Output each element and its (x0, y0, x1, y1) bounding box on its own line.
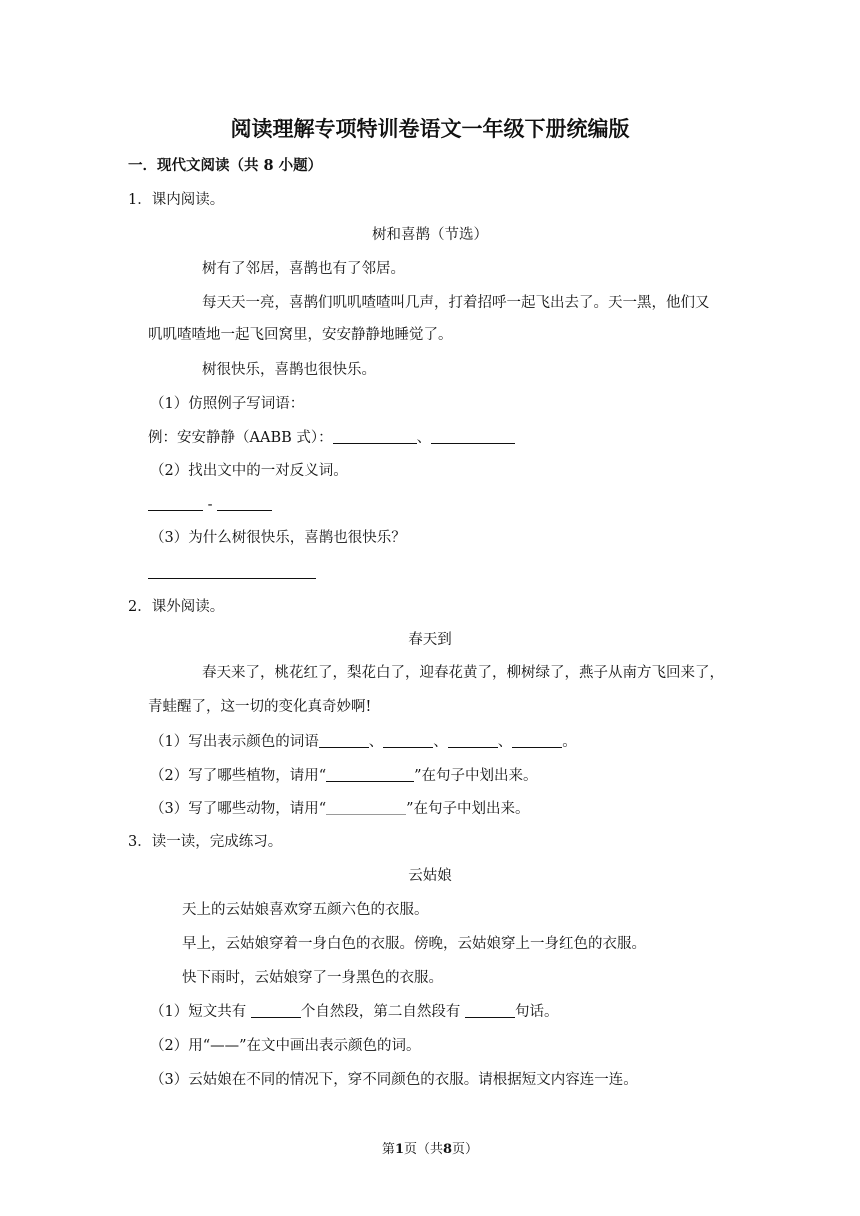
q2-s3-text-end: ”在句子中划出来。 (406, 801, 530, 817)
document-title: 阅读理解专项特训卷语文一年级下册统编版 (230, 116, 630, 141)
answer-blank[interactable] (333, 428, 417, 444)
q3-subquestion-2: （2）用“——”在文中画出表示颜色的词。 (150, 1038, 421, 1054)
answer-blank[interactable] (251, 1002, 301, 1018)
q2-s3-text-start: （3）写了哪些动物，请用“ (150, 801, 327, 817)
q1-subquestion-1: （1）仿照例子写词语： (150, 396, 305, 412)
dash-separator: - (207, 497, 213, 513)
q1-paragraph-2-line-1: 每天天一亮，喜鹊们叽叽喳喳叫几声，打着招呼一起飞出去了。天一黑，他们又 (202, 295, 710, 311)
answer-blank[interactable] (217, 495, 272, 511)
question-3-label: 3．读一读，完成练习。 (128, 834, 283, 850)
q3-s1-text-2: 个自然段，第二自然段有 (300, 1004, 465, 1020)
q2-paragraph-line-1: 春天来了，桃花红了，梨花白了，迎春花黄了，柳树绿了，燕子从南方飞回来了， (202, 665, 724, 681)
answer-blank[interactable] (383, 732, 433, 748)
question-2-label: 2．课外阅读。 (128, 599, 225, 615)
q2-paragraph-line-2: 青蛙醒了，这一切的变化真奇妙啊! (148, 699, 372, 715)
q2-subquestion-2 (150, 766, 538, 786)
q3-paragraph-2: 早上，云姑娘穿着一身白色的衣服。傍晚，云姑娘穿上一身红色的衣服。 (182, 936, 646, 952)
answer-blank[interactable] (319, 732, 369, 748)
footer-suffix: 页） (452, 1142, 479, 1157)
q1-antonym-answer-line (148, 495, 272, 515)
period: 。 (562, 734, 577, 750)
q2-passage-title: 春天到 (408, 632, 452, 648)
example-text: 例：安安静静（AABB 式）： (148, 430, 333, 446)
q1-passage-title: 树和喜鹊（节选） (372, 227, 488, 243)
q1-paragraph-3: 树很快乐，喜鹊也很快乐。 (202, 362, 376, 378)
q3-subquestion-1 (150, 1002, 558, 1022)
q3-paragraph-3: 快下雨时，云姑娘穿了一身黑色的衣服。 (182, 970, 443, 986)
answer-blank[interactable] (148, 495, 203, 511)
separator: 、 (433, 734, 448, 750)
footer-prefix: 第 (381, 1142, 395, 1157)
q2-subquestion-1 (150, 732, 577, 752)
q3-paragraph-1: 天上的云姑娘喜欢穿五颜六色的衣服。 (182, 902, 429, 918)
q3-s1-text-3: 句话。 (514, 1004, 559, 1020)
q2-s2-text-end: ”在句子中划出来。 (414, 768, 538, 784)
answer-blank[interactable] (448, 732, 498, 748)
section-heading: 一．现代文阅读（共 8 小题） (128, 157, 323, 174)
answer-line[interactable] (148, 577, 316, 579)
q1-paragraph-2-line-2: 叽叽喳喳地一起飞回窝里，安安静静地睡觉了。 (148, 327, 453, 343)
q1-subquestion-2: （2）找出文中的一对反义词。 (150, 463, 348, 479)
page-footer (0, 1138, 860, 1157)
q1-paragraph-1: 树有了邻居，喜鹊也有了邻居。 (202, 261, 405, 277)
page-number: 1 (394, 1142, 404, 1157)
separator: 、 (416, 430, 432, 446)
underline-sample (326, 799, 406, 815)
q1-subquestion-3: （3）为什么树很快乐，喜鹊也很快乐？ (150, 530, 406, 546)
answer-blank[interactable] (512, 732, 562, 748)
total-pages: 8 (443, 1142, 453, 1157)
q1-subquestion-1-example (148, 428, 515, 448)
answer-blank[interactable] (465, 1002, 515, 1018)
q2-subquestion-3 (150, 799, 530, 819)
separator: 、 (368, 734, 384, 750)
footer-middle: 页（共 (403, 1142, 443, 1157)
q3-passage-title: 云姑娘 (408, 868, 452, 884)
q2-s1-text: （1）写出表示颜色的词语 (150, 734, 319, 750)
answer-blank[interactable] (431, 428, 515, 444)
question-1-label: 1．课内阅读。 (128, 192, 225, 208)
separator: 、 (497, 734, 513, 750)
underline-sample (326, 766, 414, 782)
q2-s2-text-start: （2）写了哪些植物，请用“ (150, 768, 327, 784)
q3-subquestion-3: （3）云姑娘在不同的情况下，穿不同颜色的衣服。请根据短文内容连一连。 (150, 1072, 638, 1088)
q3-s1-text-1: （1）短文共有 (150, 1004, 251, 1020)
